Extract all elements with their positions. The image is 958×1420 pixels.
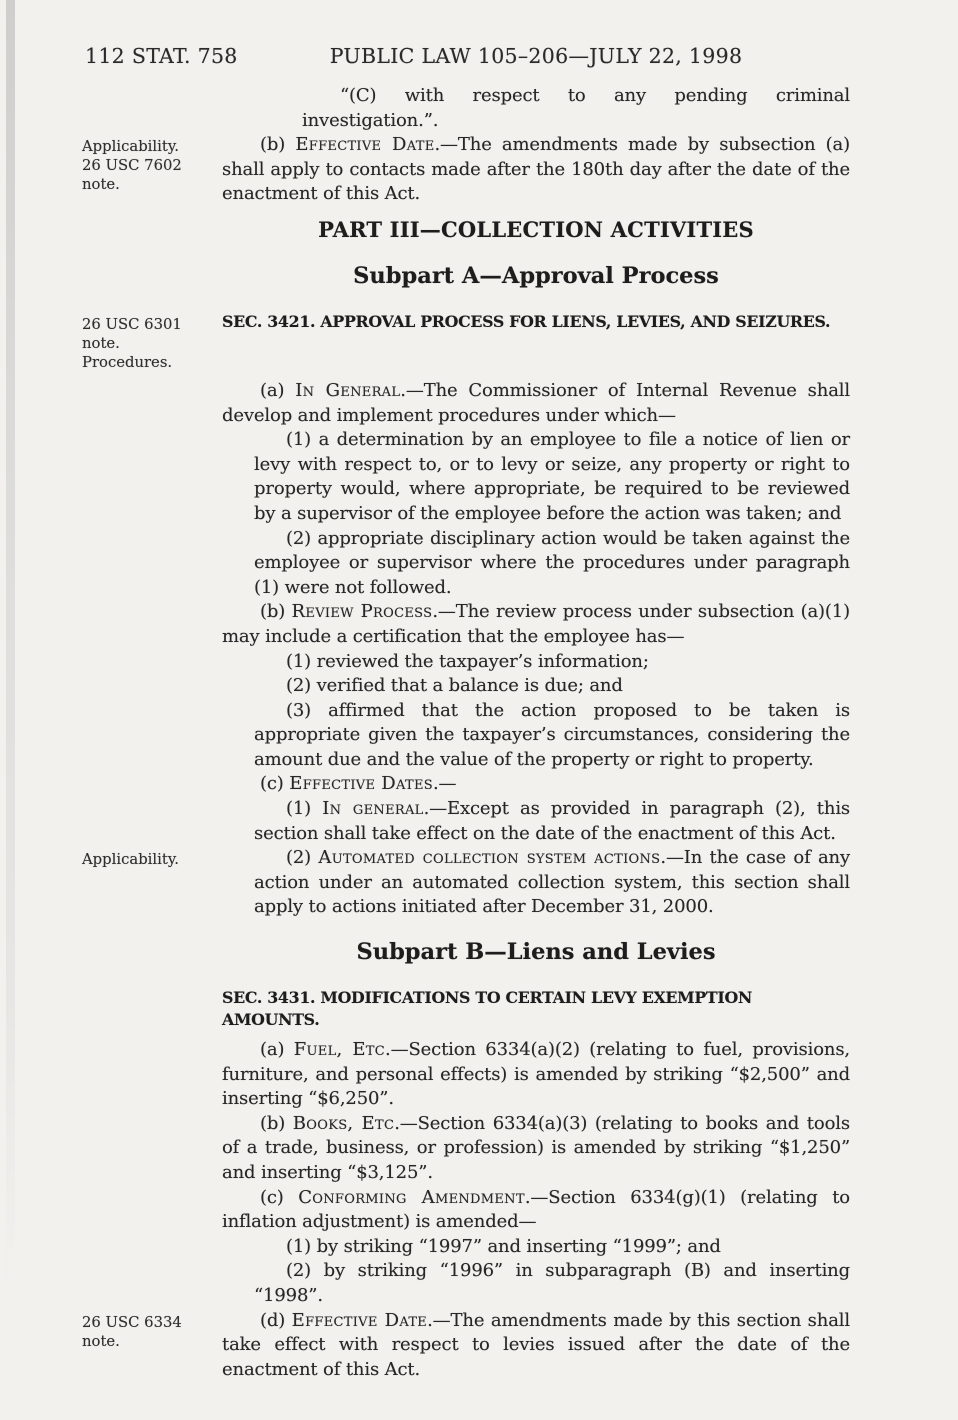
subpart-heading bbox=[222, 937, 850, 968]
body-column bbox=[222, 600, 850, 649]
text-run: .—The Commissioner of Internal Revenue shall develop and implement procedures under which— bbox=[222, 379, 850, 426]
document-row bbox=[82, 772, 850, 797]
statute-item bbox=[254, 846, 850, 920]
text-run: (2) appropriate disciplinary action would be taken against the employee or supervisor where the procedures under paragraph (1) were not followed. bbox=[254, 527, 850, 598]
statute-item bbox=[254, 1259, 850, 1308]
text-run: .—In the case of any action under an automated collection system, this section shall apply to actions initiated after December 31, 2000. bbox=[254, 847, 850, 918]
statute-paragraph bbox=[222, 772, 850, 797]
text-run: .—Section 6334(a)(2) (relating to fuel, provisions, furniture, and personal effects) is amended by striking “$2,500” and inserting “$6,250”. bbox=[222, 1039, 850, 1110]
margin-note bbox=[82, 84, 222, 133]
smallcaps-run: Review Process bbox=[291, 601, 433, 623]
body-column bbox=[222, 527, 850, 601]
smallcaps-run: Effective Date bbox=[295, 134, 435, 156]
statute-paragraph bbox=[222, 600, 850, 649]
section-heading bbox=[222, 987, 850, 1031]
margin-note bbox=[82, 650, 222, 675]
text-run: .— bbox=[432, 773, 457, 795]
body-column bbox=[222, 987, 850, 1031]
statute-item bbox=[254, 527, 850, 601]
body-column bbox=[222, 772, 850, 797]
margin-note-line: 26 USC 6301 bbox=[82, 315, 182, 333]
margin-note bbox=[82, 1309, 222, 1383]
margin-note-line: Applicability. bbox=[82, 138, 179, 156]
text-run: (a) bbox=[260, 379, 296, 401]
document-row bbox=[82, 215, 850, 244]
margin-note bbox=[82, 311, 222, 372]
smallcaps-run: Fuel, Etc bbox=[293, 1039, 386, 1061]
subpart-heading bbox=[222, 261, 850, 292]
document-body bbox=[82, 84, 850, 1382]
text-run: .—The amendments made by this section shall take effect with respect to levies issued after the date of the enactment of this Act. bbox=[222, 1309, 850, 1380]
body-column bbox=[222, 674, 850, 699]
body-column bbox=[222, 1038, 850, 1112]
document-row bbox=[82, 428, 850, 526]
margin-note bbox=[82, 379, 222, 428]
law-title: PUBLIC LAW 105–206—JULY 22, 1998 bbox=[329, 44, 743, 68]
document-row bbox=[82, 937, 850, 968]
text-run: (1) by striking “1997” and inserting “1999”; and bbox=[286, 1235, 721, 1257]
text-run: .—The review process under subsection (a)(1) may include a certification that the employee has— bbox=[222, 601, 850, 647]
body-column bbox=[222, 261, 850, 292]
text-run: (c) bbox=[260, 773, 290, 795]
part-heading bbox=[222, 215, 850, 244]
body-column bbox=[222, 1235, 850, 1260]
document-row bbox=[82, 311, 850, 372]
smallcaps-run: Effective Date bbox=[291, 1309, 428, 1331]
document-row bbox=[82, 1309, 850, 1383]
margin-note bbox=[82, 1235, 222, 1260]
page-header bbox=[0, 44, 958, 76]
text-run: (1) bbox=[286, 798, 323, 820]
statute-paragraph bbox=[222, 133, 850, 207]
margin-note bbox=[82, 215, 222, 244]
statute-item bbox=[254, 1235, 850, 1260]
text-run: .—Except as provided in paragraph (2), this section shall take effect on the date of the enactment of this Act. bbox=[254, 798, 851, 844]
text-run: (b) bbox=[260, 134, 296, 156]
body-column bbox=[222, 846, 850, 920]
text-run: (b) bbox=[260, 1112, 293, 1134]
body-column bbox=[222, 1186, 850, 1235]
statute-item bbox=[254, 428, 850, 526]
text-run: PART III—COLLECTION ACTIVITIES bbox=[318, 216, 754, 242]
document-row bbox=[82, 846, 850, 920]
text-run: Subpart A—Approval Process bbox=[353, 262, 719, 289]
margin-note bbox=[82, 261, 222, 292]
margin-note bbox=[82, 937, 222, 968]
text-run: (a) bbox=[260, 1039, 294, 1061]
smallcaps-run: Conforming Amendment bbox=[298, 1186, 525, 1208]
margin-note bbox=[82, 600, 222, 649]
text-run: (b) bbox=[260, 601, 292, 623]
smallcaps-run: Automated collection system actions bbox=[318, 847, 661, 869]
text-run: (d) bbox=[260, 1309, 292, 1331]
margin-note bbox=[82, 846, 222, 920]
document-row bbox=[82, 1186, 850, 1235]
body-column bbox=[222, 1309, 850, 1383]
margin-note-line: note. bbox=[82, 176, 120, 194]
body-column bbox=[222, 1112, 850, 1186]
document-row bbox=[82, 133, 850, 207]
body-column bbox=[222, 797, 850, 846]
text-run: (c) bbox=[260, 1186, 299, 1208]
margin-note-line: Applicability. bbox=[82, 851, 179, 869]
statute-item bbox=[254, 699, 850, 773]
document-row bbox=[82, 650, 850, 675]
statute-item bbox=[254, 674, 850, 699]
stat-number: 112 STAT. 758 bbox=[85, 44, 238, 68]
margin-note bbox=[82, 133, 222, 207]
text-run: “(C) with respect to any pending criminal investigation.”. bbox=[302, 85, 850, 131]
document-row bbox=[82, 987, 850, 1031]
margin-note-line: Procedures. bbox=[82, 353, 173, 371]
statute-paragraph bbox=[222, 1309, 850, 1383]
body-column bbox=[222, 84, 850, 133]
margin-note bbox=[82, 1186, 222, 1235]
text-run: (2) by striking “1996” in subparagraph (B) and inserting “1998”. bbox=[254, 1260, 850, 1306]
scan-edge-artifact bbox=[6, 0, 15, 1290]
margin-note bbox=[82, 797, 222, 846]
margin-note bbox=[82, 1112, 222, 1186]
document-row bbox=[82, 1235, 850, 1260]
text-run: (2) bbox=[286, 847, 319, 869]
margin-note bbox=[82, 527, 222, 601]
body-column bbox=[222, 937, 850, 968]
document-row bbox=[82, 261, 850, 292]
smallcaps-run: Books, Etc bbox=[292, 1112, 395, 1134]
document-row bbox=[82, 84, 850, 133]
margin-note bbox=[82, 772, 222, 797]
document-row bbox=[82, 379, 850, 428]
text-run: (2) verified that a balance is due; and bbox=[286, 675, 623, 697]
margin-note bbox=[82, 1259, 222, 1308]
text-run: (3) affirmed that the action proposed to be taken is appropriate given the taxpayer’s circumstances, considering the amount due and the value of the property or right to property. bbox=[254, 699, 850, 770]
text-run: .—The amendments made by subsection (a) shall apply to contacts made after the 180th day after the date of the enactment of this Act. bbox=[222, 134, 850, 205]
text-run: SEC. 3431. MODIFICATIONS TO CERTAIN LEVY EXEMPTION AMOUNTS. bbox=[222, 988, 753, 1030]
statute-paragraph bbox=[222, 1038, 850, 1112]
body-column bbox=[222, 133, 850, 207]
body-column bbox=[222, 650, 850, 675]
statute-paragraph bbox=[222, 1112, 850, 1186]
margin-note bbox=[82, 987, 222, 1031]
text-run: SEC. 3421. APPROVAL PROCESS FOR LIENS, LEVIES, AND SEIZURES. bbox=[222, 311, 831, 331]
text-run: .—Section 6334(g)(1) (relating to inflation adjustment) is amended— bbox=[222, 1186, 850, 1233]
smallcaps-run: In general bbox=[322, 798, 424, 820]
margin-note bbox=[82, 699, 222, 773]
margin-note bbox=[82, 428, 222, 526]
margin-note-line: 26 USC 6334 bbox=[82, 1313, 182, 1331]
text-run: (1) reviewed the taxpayer’s information; bbox=[286, 650, 649, 672]
document-row bbox=[82, 1112, 850, 1186]
margin-note-line: 26 USC 7602 bbox=[82, 157, 182, 175]
section-heading bbox=[222, 311, 850, 333]
smallcaps-run: Effective Dates bbox=[289, 773, 433, 795]
document-row bbox=[82, 1038, 850, 1112]
text-run: Subpart B—Liens and Levies bbox=[356, 939, 716, 966]
statute-item bbox=[254, 797, 850, 846]
document-row bbox=[82, 674, 850, 699]
margin-note-line: note. bbox=[82, 334, 120, 352]
text-run: (1) a determination by an employee to file a notice of lien or levy with respect to, or to levy or seize, any property or right to property would, where appropriate, be required to be reviewed by a supervisor of the employee before the action was taken; and bbox=[254, 429, 850, 524]
body-column bbox=[222, 1259, 850, 1308]
body-column bbox=[222, 428, 850, 526]
document-row bbox=[82, 699, 850, 773]
body-column bbox=[222, 311, 850, 372]
margin-note-line: note. bbox=[82, 1332, 120, 1350]
body-column bbox=[222, 215, 850, 244]
quoted-clause bbox=[302, 84, 850, 133]
document-row bbox=[82, 527, 850, 601]
body-column bbox=[222, 699, 850, 773]
document-row bbox=[82, 797, 850, 846]
document-row bbox=[82, 1259, 850, 1308]
statute-item bbox=[254, 650, 850, 675]
smallcaps-run: In General bbox=[295, 379, 401, 401]
margin-note bbox=[82, 674, 222, 699]
margin-note bbox=[82, 1038, 222, 1112]
statute-paragraph bbox=[222, 1186, 850, 1235]
body-column bbox=[222, 379, 850, 428]
document-row bbox=[82, 600, 850, 649]
statute-paragraph bbox=[222, 379, 850, 428]
text-run: .—Section 6334(a)(3) (relating to books and tools of a trade, business, or profession) is amended by striking “$1,250” and inserting “$3,125”. bbox=[222, 1112, 850, 1183]
